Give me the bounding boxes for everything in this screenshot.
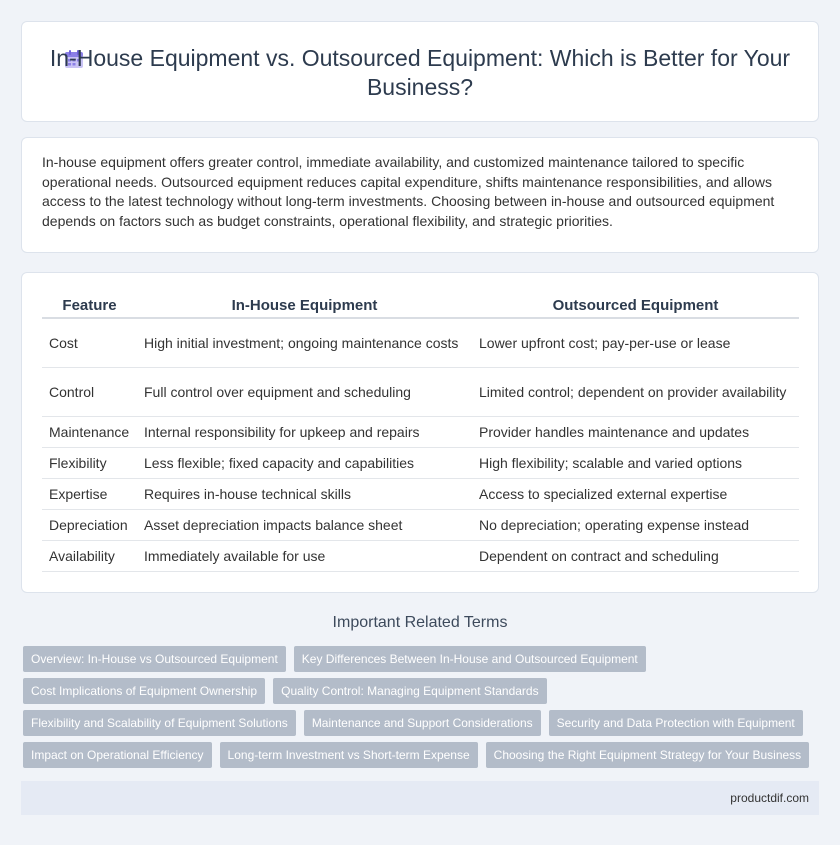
tag-row — [23, 678, 547, 704]
feature-cell: Flexibility — [42, 447, 137, 478]
related-tag[interactable]: Key Differences Between In-House and Outsourced Equipment — [294, 646, 646, 672]
outsourced-cell: Dependent on contract and scheduling — [472, 540, 799, 571]
feature-cell: Expertise — [42, 478, 137, 509]
outsourced-cell: No depreciation; operating expense instead — [472, 509, 799, 540]
table-row — [42, 540, 799, 571]
intro-card — [21, 137, 819, 253]
related-terms-heading: Important Related Terms — [332, 614, 508, 631]
in-house-cell: Immediately available for use — [137, 540, 472, 571]
tag-row — [23, 710, 803, 736]
header-feature: Feature — [42, 294, 137, 318]
related-tag[interactable]: Security and Data Protection with Equipment — [549, 710, 803, 736]
feature-cell: Depreciation — [42, 509, 137, 540]
comparison-table — [42, 294, 799, 572]
header-outsourced: Outsourced Equipment — [472, 294, 799, 318]
header-in-house: In-House Equipment — [137, 294, 472, 318]
related-tag[interactable]: Maintenance and Support Considerations — [304, 710, 541, 736]
table-header-row — [42, 294, 799, 318]
feature-cell: Availability — [42, 540, 137, 571]
table-row — [42, 478, 799, 509]
footer-site-link[interactable]: productdif.com — [730, 791, 809, 805]
table-row — [42, 318, 799, 367]
in-house-cell: High initial investment; ongoing maintenance costs — [137, 318, 472, 367]
footer-bar — [21, 781, 819, 815]
feature-cell: Cost — [42, 318, 137, 367]
page-title: In-House Equipment vs. Outsourced Equipment: Which is Better for Your Business? — [49, 45, 791, 100]
outsourced-cell: Lower upfront cost; pay-per-use or lease — [472, 318, 799, 367]
comparison-card — [21, 272, 819, 593]
related-tag[interactable]: Choosing the Right Equipment Strategy for Your Business — [486, 742, 810, 768]
related-tag[interactable]: Impact on Operational Efficiency — [23, 742, 212, 768]
header-card — [21, 21, 819, 122]
feature-cell: Maintenance — [42, 416, 137, 447]
related-tag[interactable]: Cost Implications of Equipment Ownership — [23, 678, 265, 704]
feature-cell: Control — [42, 367, 137, 416]
tag-row — [23, 646, 646, 672]
outsourced-cell: Access to specialized external expertise — [472, 478, 799, 509]
in-house-cell: Full control over equipment and scheduling — [137, 367, 472, 416]
outsourced-cell: Limited control; dependent on provider availability — [472, 367, 799, 416]
outsourced-cell: Provider handles maintenance and updates — [472, 416, 799, 447]
related-tag[interactable]: Long-term Investment vs Short-term Expense — [220, 742, 478, 768]
in-house-cell: Less flexible; fixed capacity and capabilities — [137, 447, 472, 478]
related-tag[interactable]: Overview: In-House vs Outsourced Equipment — [23, 646, 286, 672]
related-tag[interactable]: Quality Control: Managing Equipment Standards — [273, 678, 546, 704]
table-row — [42, 509, 799, 540]
outsourced-cell: High flexibility; scalable and varied options — [472, 447, 799, 478]
intro-paragraph: In-house equipment offers greater control, immediate availability, and customized maintenance tailored to specific operational needs. Outsourced equipment reduces capital expenditure, shifts maintenance responsibilities, and allows access to the latest technology without long-term investments. Choosing between in-house and outsourced equipment depends on factors such as budget constraints, operational flexibility, and strategic priorities. — [42, 154, 775, 229]
in-house-cell: Internal responsibility for upkeep and repairs — [137, 416, 472, 447]
in-house-cell: Asset depreciation impacts balance sheet — [137, 509, 472, 540]
related-tag[interactable]: Flexibility and Scalability of Equipment Solutions — [23, 710, 296, 736]
table-row — [42, 416, 799, 447]
tag-row — [23, 742, 809, 768]
table-row — [42, 447, 799, 478]
table-row — [42, 367, 799, 416]
in-house-cell: Requires in-house technical skills — [137, 478, 472, 509]
